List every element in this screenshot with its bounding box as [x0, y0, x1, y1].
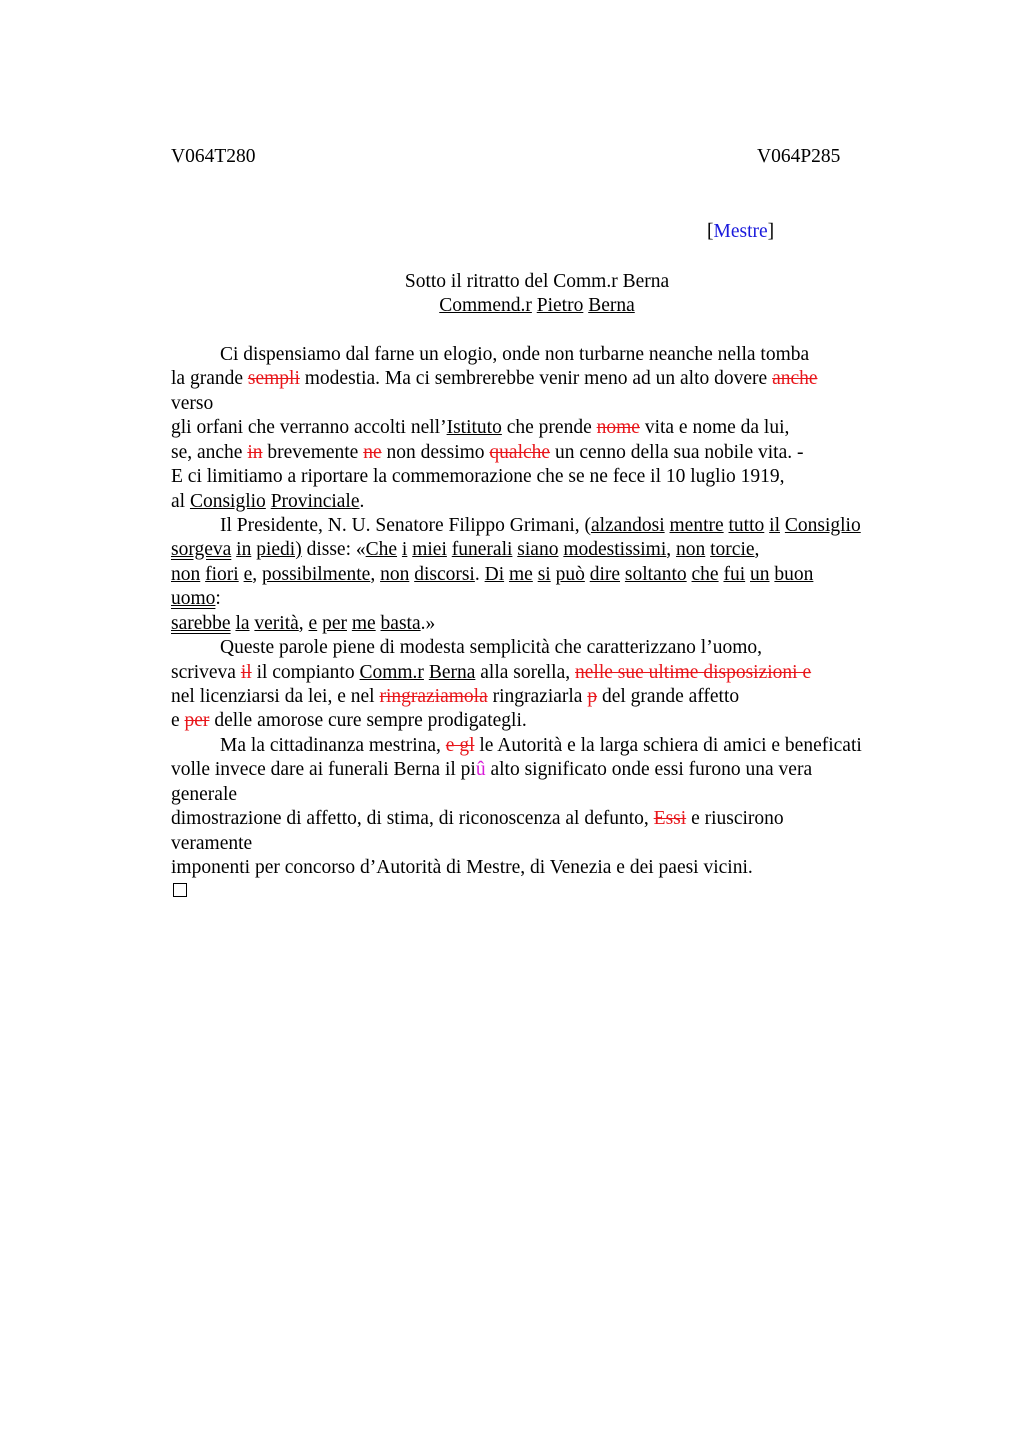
text-line: verso [171, 393, 214, 414]
doc-code-right: V064P285 [757, 146, 841, 167]
text-line: Ma la cittadinanza mestrina, e gl le Autorità e la larga schiera di amici e beneficati [220, 735, 862, 756]
end-box-icon [173, 883, 187, 897]
title-line-2: Commend.r Pietro Berna [439, 295, 635, 316]
text-line: Il Presidente, N. U. Senatore Filippo Grimani, (alzandosi mentre tutto il Consiglio [220, 515, 861, 536]
text-line: volle invece dare ai funerali Berna il piû alto significato onde essi furono una vera [171, 759, 813, 780]
text-line: e per delle amorose cure sempre prodigategli. [171, 710, 527, 731]
text-line: nel licenziarsi da lei, e nel ringraziamola ringraziarla p del grande affetto [171, 686, 740, 707]
place-name: Mestre [713, 221, 768, 242]
text-line: Queste parole piene di modesta semplicità che caratterizzano l’uomo, [220, 637, 762, 658]
text-line: se, anche in brevemente ne non dessimo qualche un cenno della sua nobile vita. - [171, 442, 804, 463]
text-line: scriveva il il compianto Comm.r Berna alla sorella, nelle sue ultime disposizioni e [171, 662, 812, 683]
title-line-1: Sotto il ritratto del Comm.r Berna [404, 271, 670, 292]
place-tag: [Mestre] [707, 221, 775, 242]
text-line: veramente [171, 833, 253, 854]
doc-code-left: V064T280 [171, 146, 256, 167]
text-line: la grande sempli modestia. Ma ci sembrerebbe venir meno ad un alto dovere anche [171, 368, 818, 389]
text-line: al Consiglio Provinciale. [171, 491, 365, 512]
text-line: E ci limitiamo a riportare la commemorazione che se ne fece il 10 luglio 1919, [171, 466, 785, 487]
text-line: sarebbe la verità, e per me basta.» [171, 613, 436, 634]
text-line: generale [171, 784, 238, 805]
text-line: dimostrazione di affetto, di stima, di riconoscenza al defunto, Essi e riuscirono [171, 808, 784, 829]
text-line: imponenti per concorso d’Autorità di Mestre, di Venezia e dei paesi vicini. [171, 857, 753, 878]
text-line: uomo: [171, 588, 221, 609]
text-line: Ci dispensiamo dal farne un elogio, onde non turbarne neanche nella tomba [220, 344, 810, 365]
text-line: sorgeva in piedi) disse: «Che i miei funerali siano modestissimi, non torcie, [171, 539, 760, 560]
text-line: gli orfani che verranno accolti nell’Istituto che prende nome vita e nome da lui, [171, 417, 790, 438]
text-line: non fiori e, possibilmente, non discorsi. Di me si può dire soltanto che fui un buon [171, 564, 814, 585]
